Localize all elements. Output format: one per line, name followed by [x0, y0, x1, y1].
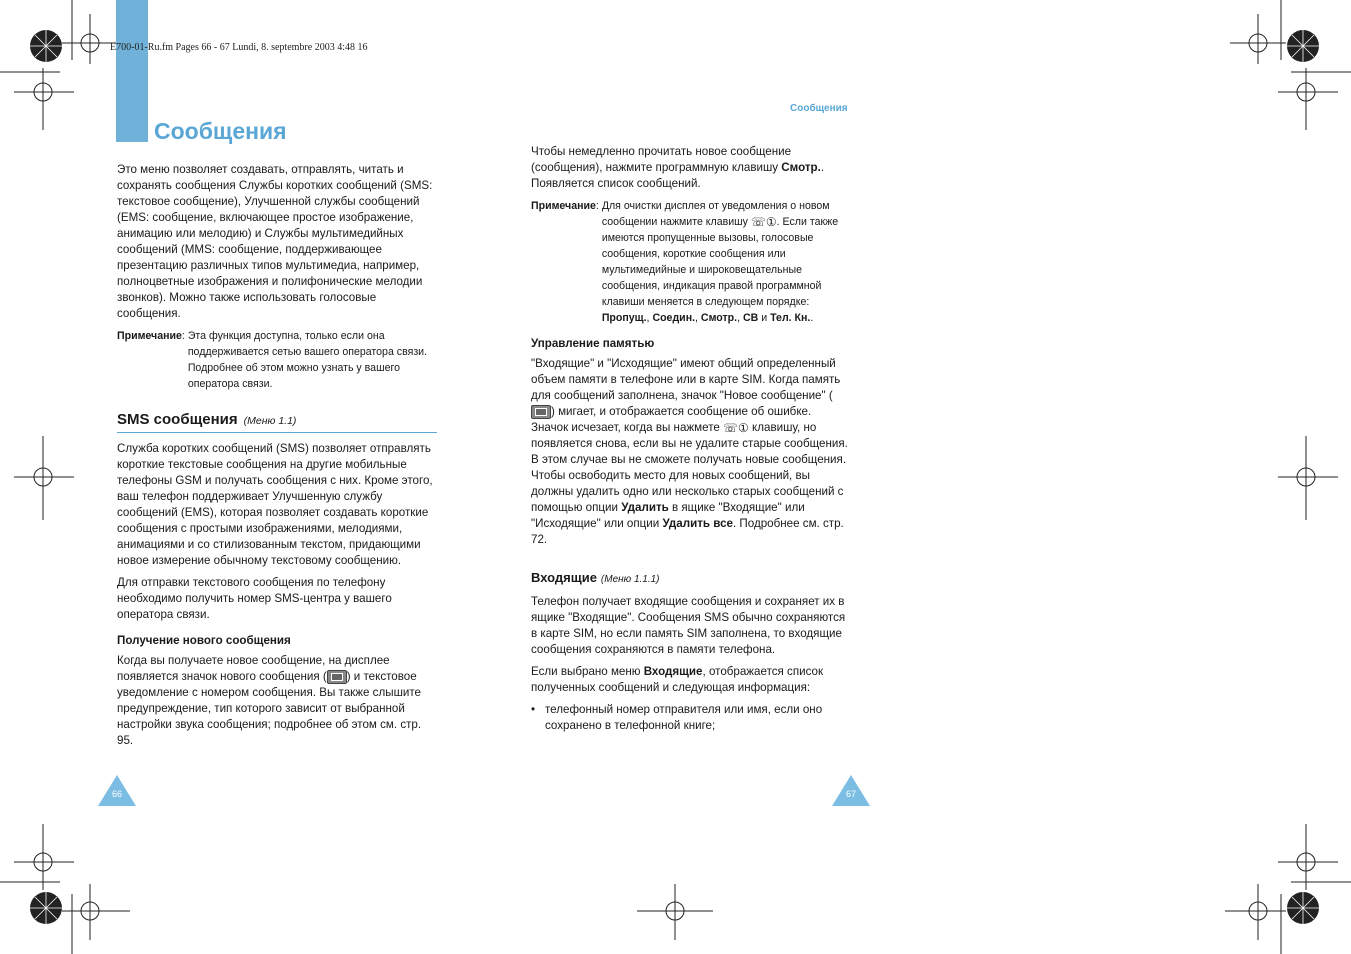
read-paragraph: [531, 144, 851, 192]
page-number-tab-right: [832, 775, 870, 806]
mem-text-d: в ящике "Входящие" или "Исходящие" или опции: [531, 501, 805, 531]
inbox-text-a: Если выбрано меню: [531, 665, 644, 679]
bullet-item: • телефонный номер отправителя или имя, если оно сохранено в телефонной книге;: [531, 702, 851, 734]
sms-title-text: SMS сообщения: [117, 411, 238, 428]
option-delete-all: Удалить все: [662, 517, 733, 531]
sms-paragraph-2: Для отправки текстового сообщения по телефону необходимо получить номер SMS-центра у вашего оператора связи.: [117, 576, 392, 621]
key-view: Смотр.: [700, 312, 738, 325]
left-page-column: [117, 162, 437, 755]
page-number: 67: [845, 789, 856, 799]
key-cb: СВ: [742, 312, 759, 325]
mem-text-b: ) мигает, и отображается сообщение об ошибке. Значок исчезает, когда вы нажмете: [531, 405, 812, 435]
receive-paragraph: [117, 653, 437, 749]
note-text: Эта функция доступна, только если она поддерживается сетью вашего оператора связи. Подробнее об этом можно узнать у вашего оператора связи.: [187, 330, 428, 390]
option-delete: Удалить: [621, 501, 669, 515]
section-title-inbox: [531, 570, 851, 588]
key-connect: Соедин.: [652, 312, 696, 325]
intro-paragraph: Это меню позволяет создавать, отправлять, читать и сохранять сообщения Службы коротких сообщений (SMS: текстовое сообщение), Улучшенной службы сообщений (EMS: сообщение, включающее простое изображение, анимацию или мелодию) и Службы мультимедийных сообщений (MMS: сообщение, поддерживающее презентацию различных типов мультимедиа, например, полноцветные изображения и полифонические мелодии звонков). Можно также использовать голосовые сообщения.: [117, 163, 433, 320]
receive-text-a: Когда вы получаете новое сообщение, на дисплее появляется значок нового сообщения (: [117, 654, 390, 683]
inbox-menu-ref: (Меню 1.1.1): [600, 574, 660, 586]
mem-text-a: "Входящие" и "Исходящие" имеют общий определенный объем памяти в телефоне или в карте SIM. Когда память для сообщений заполнена, значок "Новое сообщение" (: [531, 357, 841, 403]
note-left: Примечание: Эта функция доступна, только если она поддерживается сетью вашего оператора связи. Подробнее об этом можно узнать у вашего оператора связи.: [117, 328, 437, 392]
inbox-paragraph-2: [531, 664, 851, 696]
note-and: и: [758, 312, 771, 325]
envelope-icon: [531, 405, 551, 419]
subhead-receive: Получение нового сообщения: [117, 634, 291, 647]
note-label: Примечание: [531, 200, 596, 212]
key-missed: Пропущ.: [601, 312, 647, 325]
read-text-a: Чтобы немедленно прочитать новое сообщение (сообщения), нажмите программную клавишу: [531, 145, 792, 174]
file-header-line: E700-01-Ru.fm Pages 66 - 67 Lundi, 8. septembre 2003 4:48 16: [110, 42, 368, 53]
right-page-column: [531, 144, 851, 740]
inbox-paragraph-1: Телефон получает входящие сообщения и сохраняет их в ящике "Входящие". Сообщения SMS обычно сохраняются в карте SIM, но если память SIM заполнена, то входящие сообщения сохраняются в памяти телефона.: [531, 595, 846, 657]
sms-menu-ref: (Меню 1.1): [243, 415, 297, 427]
note-label: Примечание: [117, 330, 182, 342]
sms-paragraph-1: Служба коротких сообщений (SMS) позволяет отправлять короткие текстовые сообщения на другие мобильные телефоны GSM и получать сообщения с них. Кроме этого, ваш телефон поддерживает Улучшенную службу сообщений (EMS), которая позволяет создавать короткие сообщения с простыми изображениями, мелодиями, анимациями и со стилизованным текстом, придающими новое измерение обычному текстовому сообщению.: [117, 442, 433, 567]
note-text-a: Для очистки дисплея от уведомления о новом сообщении нажмите клавишу: [601, 200, 830, 228]
read-text-b: . Появляется список сообщений.: [531, 161, 825, 190]
inbox-text-b: , отображается список полученных сообщений и следующая информация:: [531, 665, 824, 695]
page-title: Сообщения: [154, 118, 287, 144]
mem-text-e: . Подробнее см. стр. 72.: [531, 517, 844, 547]
chapter-color-bar: [116, 0, 148, 142]
subhead-memory: Управление памятью: [531, 337, 655, 351]
note-right: Примечание: Для очистки дисплея от уведомления о новом сообщении нажмите клавишу ☏①. Если также имеются пропущенные вызовы, голосовые сообщения, короткие сообщения или мультимедийные и широковещательные сообщения, индикация правой программной клавиши меняется в следующем порядке: Пропущ., Соедин., Смотр., СВ и Тел. Кн..: [531, 198, 851, 326]
running-head: Сообщения: [790, 103, 848, 114]
read-key-view: Смотр.: [781, 161, 821, 174]
phone-end-key-icon: ☏①: [723, 421, 749, 436]
memory-paragraph: [531, 356, 851, 548]
section-title-sms: [117, 412, 437, 433]
note-text: Для очистки дисплея от уведомления о новом сообщении нажмите клавишу ☏①. Если также имеются пропущенные вызовы, голосовые сообщения, короткие сообщения или мультимедийные и широковещательные сообщения, индикация правой программной клавиши меняется в следующем порядке: Пропущ., Соедин., Смотр., СВ и Тел. Кн..: [601, 200, 839, 325]
inbox-menu-name: Входящие: [643, 665, 703, 679]
page-number: 66: [111, 789, 122, 799]
receive-text-b: ) и текстовое уведомление с номером сообщения. Вы также слышите предупреждение, тип которого зависит от выбранной настройки звука сообщения; подробнее об этом см. стр. 95.: [117, 670, 422, 747]
note-text-b: . Если также имеются пропущенные вызовы, голосовые сообщения, короткие сообщения или мультимедийные и широковещательные сообщения, индикация правой программной клавиши меняется в следующем порядке:: [601, 216, 839, 309]
inbox-title-text: Входящие: [531, 570, 597, 586]
envelope-icon: [327, 670, 347, 684]
mem-text-c: клавишу, но появляется снова, если вы не удалите старые сообщения. В этом случае вы не сможете получать новые сообщения. Чтобы освободить место для новых сообщений, вы должны удалить одно или несколько старых сообщений с помощью опции: [531, 421, 848, 515]
phone-end-key-icon: ☏①: [750, 215, 777, 230]
key-phonebook: Тел. Кн.: [770, 312, 811, 325]
page-number-tab-left: [98, 775, 136, 806]
